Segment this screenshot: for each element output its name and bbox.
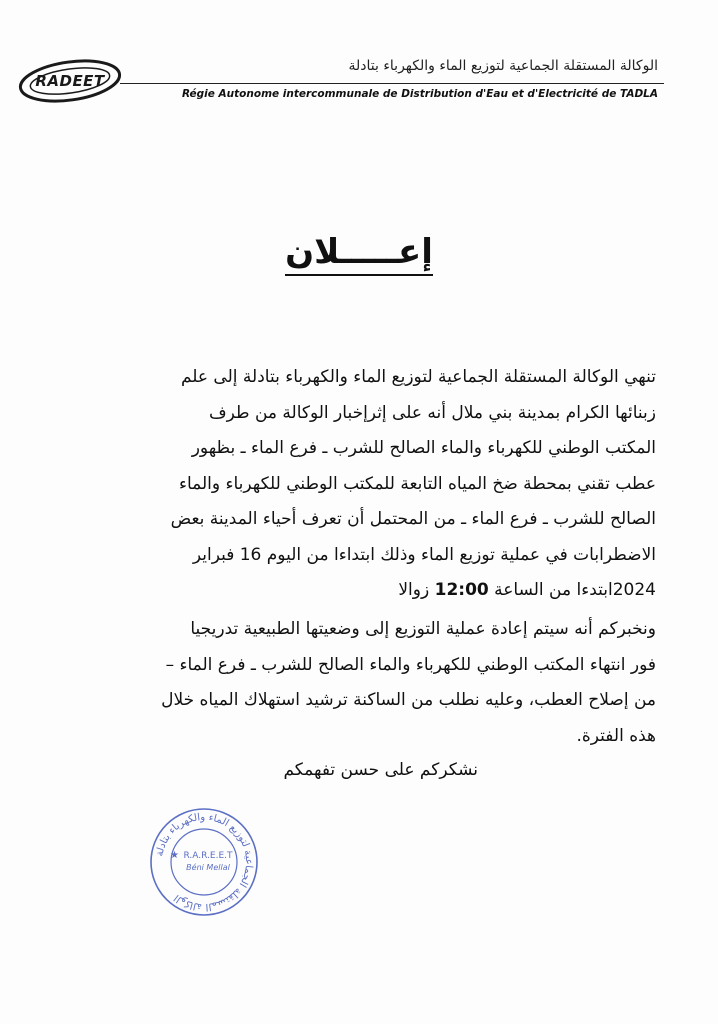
paragraph-line-time bbox=[66, 573, 656, 609]
stamp-seal-icon bbox=[148, 806, 260, 918]
logo-text: RADEET bbox=[35, 72, 105, 90]
paragraph-line: زبنائها الكرام بمدينة بني ملال أنه على إثرإخبار الوكالة من طرف bbox=[209, 402, 656, 423]
paragraph-line: المكتب الوطني للكهرباء والماء الصالح للشرب ـ فرع الماء ـ بظهور bbox=[191, 438, 656, 458]
announcement-title-text: إعـــــلان bbox=[285, 232, 433, 276]
time-prefix: 2024ابتدءا من الساعة bbox=[494, 580, 656, 600]
time-suffix: زوالا bbox=[398, 580, 430, 600]
paragraph-line: ونخبركم أنه سيتم إعادة عملية التوزيع إلى وضعيتها الطبيعية تدريجيا bbox=[190, 619, 656, 639]
paragraph-line: عطب تقني بمحطة ضخ المياه التابعة للمكتب الوطني للكهرباء والماء bbox=[178, 473, 656, 494]
announcement-paragraph-2 bbox=[66, 612, 656, 754]
svg-text:★: ★ bbox=[170, 850, 179, 861]
paragraph-line: الاضطرابات في عملية توزيع الماء وذلك ابتداءا من اليوم 16 فبراير bbox=[192, 544, 656, 565]
official-stamp bbox=[148, 806, 260, 918]
paragraph-line: تنهي الوكالة المستقلة الجماعية لتوزيع الماء والكهرباء بتادلة إلى علم bbox=[180, 367, 656, 387]
announcement-paragraph-1 bbox=[66, 360, 656, 609]
paragraph-line: الصالح للشرب ـ فرع الماء ـ من المحتمل أن تعرف أحياء المدينة بعض bbox=[170, 509, 656, 529]
stamp-ring-text: الوكالة المستقلة الجماعية لتوزيع الماء والكهرباء بتادلة bbox=[154, 811, 255, 913]
announcement-title bbox=[0, 232, 718, 272]
paragraph-line: هذه الفترة. bbox=[576, 725, 656, 746]
time-value: 12:00 bbox=[434, 580, 489, 600]
stamp-center-line-2: Béni Mellal bbox=[186, 863, 230, 872]
paragraph-line: فور انتهاء المكتب الوطني للكهرباء والماء الصالح للشرب ـ فرع الماء – bbox=[165, 654, 656, 675]
agency-name-arabic: الوكالة المستقلة الجماعية لتوزيع الماء والكهرباء بتادلة bbox=[348, 58, 658, 74]
header-divider bbox=[120, 83, 664, 84]
paragraph-line: من إصلاح العطب، وعليه نطلب من الساكنة ترشيد استهلاك المياه خلال bbox=[161, 690, 656, 710]
agency-name-french: Régie Autonome intercommunale de Distribution d'Eau et d'Electricité de TADLA bbox=[181, 88, 658, 100]
closing-thanks: نشكركم على حسن تفهمكم bbox=[283, 760, 478, 780]
stamp-center-line-1: R.A.R.E.E.T bbox=[183, 851, 233, 861]
